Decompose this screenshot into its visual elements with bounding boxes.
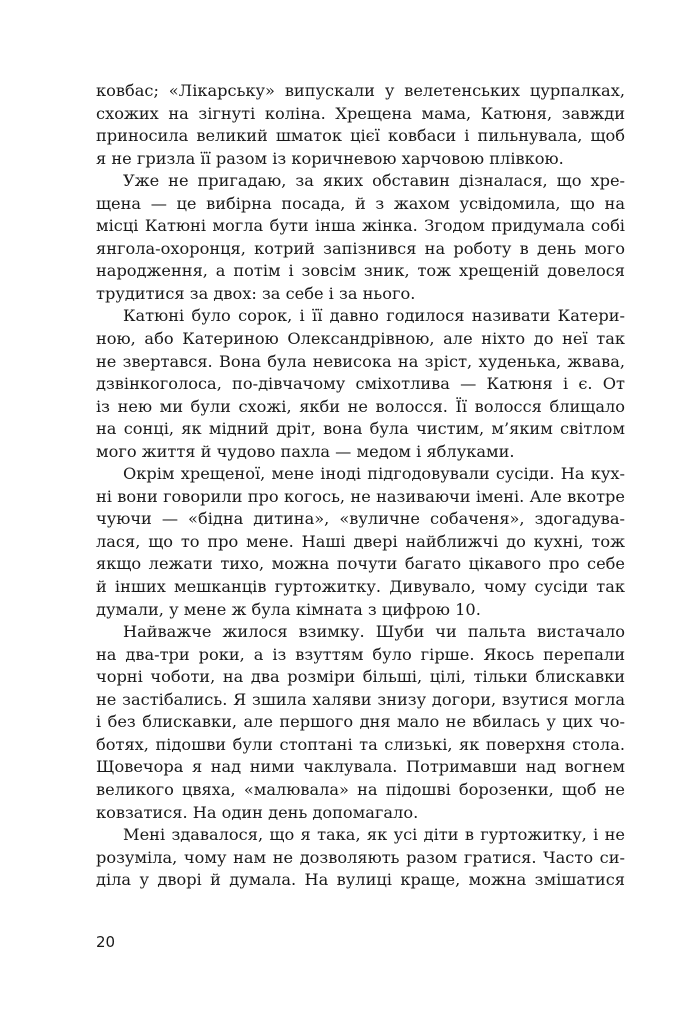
text-line: й інших мешканців гуртожитку. Дивувало, чому сусіди так <box>96 577 625 597</box>
text-line: приносила великий шматок цієї ковбаси і пильнувала, щоб <box>96 126 625 146</box>
text-line: я не гризла її разом із коричневою харчовою плівкою. <box>96 148 564 168</box>
text-line: ботях, підошви були стоптані та слизькі, як поверхня стола. <box>96 734 625 754</box>
text-line: ні вони говорили про когось, не називаючи імені. Але вкотре <box>96 486 625 506</box>
text-line: дзвінкоголоса, по-дівчачому сміхотлива — Катюня і є. От <box>96 374 625 394</box>
text-line: великого цвяха, «малювала» на підошві борозенки, щоб не <box>96 779 625 799</box>
text-line: не застібались. Я зшила халяви знизу догори, взутися могла <box>96 689 625 709</box>
text-line: ділa у дворі й думала. На вулиці краще, можна змішатися <box>96 870 625 890</box>
text-line: Мені здавалося, що я така, як усі діти в гуртожитку, і не <box>123 825 625 845</box>
text-line: янгола-охоронця, котрий запізнився на роботу в день мого <box>96 238 625 258</box>
paragraph <box>96 463 625 621</box>
text-line: народження, а потім і зовсім зник, тож хрещеній довелося <box>96 261 625 281</box>
text-line: на два-три роки, а із взуттям було гірше. Якось перепали <box>96 644 625 664</box>
text-line: Щовечора я над ними чаклувала. Потримавши над вогнем <box>96 757 625 777</box>
paragraph <box>96 80 625 170</box>
text-line: із нею ми були схожі, якби не волосся. Її волосся блищало <box>96 396 625 416</box>
text-line: Уже не пригадаю, за яких обставин дізналася, що хре- <box>123 171 625 191</box>
text-line: лася, що то про мене. Наші двері найближчі до кухні, тож <box>96 531 625 551</box>
paragraph <box>96 621 625 824</box>
text-line: місці Катюні могла бути інша жінка. Згодом придумала собі <box>96 216 625 236</box>
text-line: і без блискавки, але першого дня мало не вбилась у цих чо- <box>96 712 625 732</box>
text-line: ною, або Катериною Олександрівною, але ніхто до неї так <box>96 329 625 349</box>
book-page-body <box>96 80 625 892</box>
text-line: ковбас; «Лікарську» випускали у велетенських цурпалках, <box>96 81 625 100</box>
text-line: не звертався. Вона була невисока на зріст, худенька, жвава, <box>96 351 625 371</box>
text-line: Окрім хрещеної, мене іноді підгодовували сусіди. На кух- <box>123 464 625 484</box>
text-line: розуміла, чому нам не дозволяють разом гратися. Часто си- <box>96 847 625 867</box>
text-line: мого життя й чудово пахла — медом і яблуками. <box>96 441 515 461</box>
text-line: трудитися за двох: за себе і за нього. <box>96 283 416 303</box>
text-line: щена — це вибірна посада, й з жахом усвідомила, що на <box>96 193 625 213</box>
text-line: схожих на зігнуті коліна. Хрещена мама, Катюня, завжди <box>96 103 625 123</box>
text-line: Найважче жилося взимку. Шуби чи пальта вистачало <box>123 622 625 642</box>
text-line: чуючи — «бідна дитина», «вуличне собаченя», здогадува- <box>96 509 625 529</box>
text-line: думали, у мене ж була кімната з цифрою 10. <box>96 599 481 619</box>
paragraph <box>96 824 625 892</box>
text-line: якщо лежати тихо, можна почути багато цікавого про себе <box>96 554 625 574</box>
paragraph <box>96 170 625 305</box>
page-number: 20 <box>96 933 116 951</box>
paragraph <box>96 305 625 463</box>
text-line: Катюні було сорок, і її давно годилося називати Катери- <box>123 306 625 326</box>
text-line: ковзатися. На один день допомагало. <box>96 802 419 822</box>
text-line: на сонці, як мідний дріт, вона була чистим, м’яким світлом <box>96 419 625 439</box>
text-line: чорні чоботи, на два розміри більші, цілі, тільки блискавки <box>96 667 625 687</box>
